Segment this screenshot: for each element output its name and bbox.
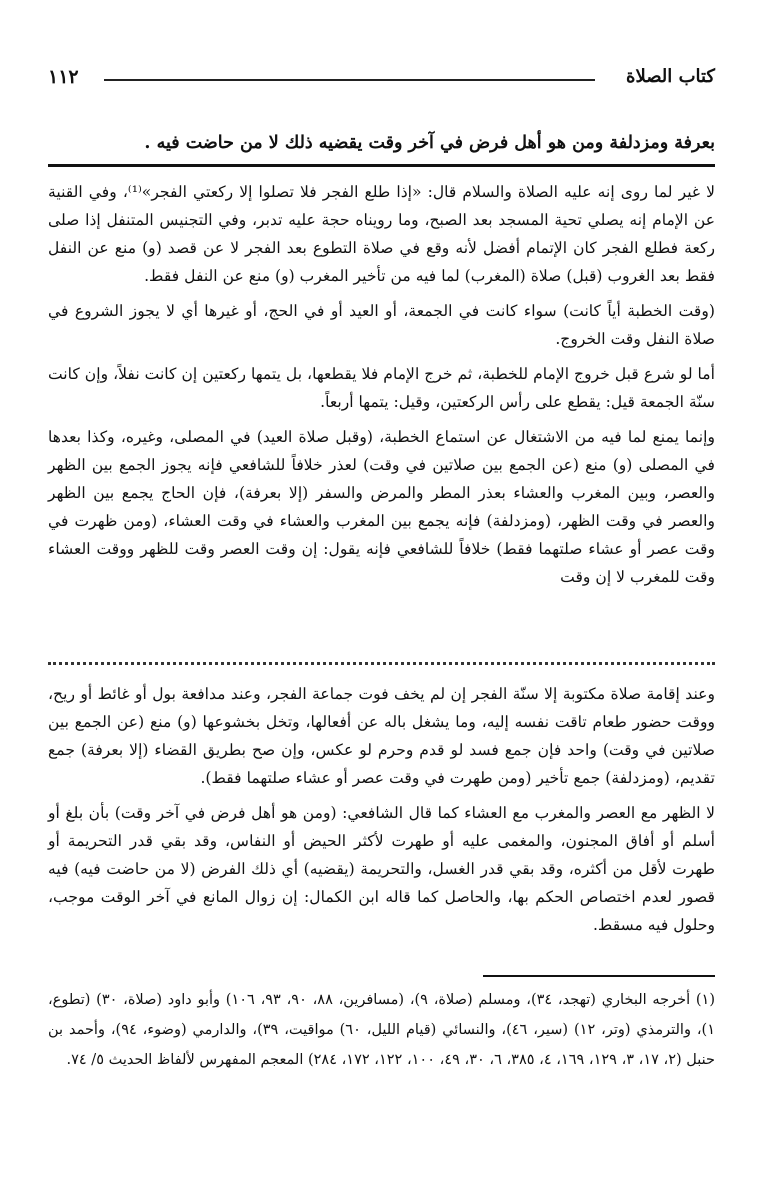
footnote-rule (483, 975, 715, 977)
commentary-paragraph: (وقت الخطبة أياً كانت) سواء كانت في الجمعة، أو العيد أو في الحج، أو غيرها أي لا يجوز الشروع في صلاة النفل وقت الخروج. (48, 302, 715, 348)
commentary-paragraph: وإنما يمنع لما فيه من الاشتغال عن استماع الخطبة، (وقبل صلاة العيد) في المصلى، وغيره، وكذا بعدها في المصلى (و) منع (عن الجمع بين صلاتين في وقت) لعذر خلافاً للشافعي فإنه يجوز الجمع بين الظهر والعصر، وبين المغرب والعشاء بعذر المطر والمرض والسفر (إلا بعرفة)، فإن الحاج يجمع بين الظهر والعصر في وقت الظهر، (ومزدلفة) فإنه يجمع بين المغرب والعشاء في وقت العشاء، (ومن ظهرت في وقت عصر أو عشاء صلتهما فقط) خلافاً للشافعي فإنه يقول: إن وقت العصر وقت للظهر ووقت العشاء وقت للمغرب لا إن وقت (48, 428, 715, 586)
footnote-1: (١) أخرجه البخاري (تهجد، ٣٤)، ومسلم (صلاة، ٩)، (مسافرين، ٨٨، ٩٠، ٩٣، ١٠٦) وأبو داود (صلاة، ٣٠) (تطوع، ١)، والترمذي (وتر، ١٢) (سير، ٤٦)، والنسائي (قيام الليل، ٦٠) مواقيت، ٣٩)، والدارمي (وضوء، ٩٤)، وأحمد بن حنبل (٢، ١٧، ٣، ١٢٩، ١٦٩، ٤، ٣٨٥، ٦، ٣٠، ٤٩، ١٠٠، ١٢٢، ١٧٢، ٢٨٤) المعجم المفهرس لألفاظ الحديث ٥/ ٧٤. (48, 992, 716, 1068)
commentary-lower (48, 680, 715, 939)
footnotes (48, 985, 715, 1075)
matn-line: بعرفة ومزدلفة ومن هو أهل فرض في آخر وقت يقضيه ذلك لا من حاضت فيه . (144, 133, 715, 153)
header-rule (104, 79, 595, 81)
matn-text (48, 128, 715, 158)
book-page (48, 0, 715, 1185)
commentary-paragraph: لا غير لما روى إنه عليه الصلاة والسلام قال: «إذا طلع الفجر فلا تصلوا إلا ركعتي الفجر»⁽¹⁾، وفي القنية عن الإمام إنه يصلي تحية المسجد بعد الصبح، وما رويناه حجة عليه تدبر، وفي التجنيس المتنفل إذا صلى ركعة فطلع الفجر كان الإتمام أفضل لأنه وقع في صلاة التطوع بعد الفجر لا عن قصد (و) منع عن النفل فقط بعد الغروب (قبل) صلاة (المغرب) لما فيه من تأخير المغرب (و) منع عن النفل فقط. (48, 183, 715, 285)
commentary-paragraph: أما لو شرع قبل خروج الإمام للخطبة، ثم خرج الإمام فلا يقطعها، بل يتمها ركعتين إن كانت نفلاً، وإن كانت سنّة الجمعة قيل: يقطع على رأس الركعتين، وقيل: يتمها أربعاً. (48, 365, 715, 411)
matn-separator (48, 164, 715, 167)
commentary-upper (48, 178, 715, 591)
page-number: ١١٢ (48, 66, 79, 88)
commentary-paragraph: وعند إقامة صلاة مكتوبة إلا سنّة الفجر إن لم يخف فوت جماعة الفجر، وعند مدافعة بول أو غائط أو ريح، ووقت حضور طعام تاقت نفسه إليه، وما يشغل باله عن أفعالها، وتخل بخشوعها (و) منع (عن الجمع بين صلاتين في وقت) واحد فإن جمع فسد لو قدم وحرم لو عكس، وإن صح بطريق القضاء (إلا بعرفة) جمع تقديم، (ومزدلفة) جمع تأخير (ومن طهرت في وقت عصر أو عشاء صلتهما فقط). (48, 685, 715, 787)
dotted-separator (48, 662, 715, 665)
page-header (48, 66, 715, 96)
commentary-paragraph: لا الظهر مع العصر والمغرب مع العشاء كما قال الشافعي: (ومن هو أهل فرض في آخر وقت) بأن بلغ أو أسلم أو أفاق المجنون، والمغمى عليه أو طهرت لأكثر الحيض أو النفاس، وقد بقي قدر التحريمة أو طهرت لأقل من أكثره، وقد بقي قدر الغسل، والتحريمة (يقضيه) أي ذلك الفرض (لا من حاضت فيه) فيه قصور لعدم اختصاص الحكم بها، والحاصل كما قاله ابن الكمال: إن زوال المانع في آخر الوقت موجب، وحلول فيه مسقط. (48, 804, 715, 934)
book-title: كتاب الصلاة (626, 66, 715, 87)
